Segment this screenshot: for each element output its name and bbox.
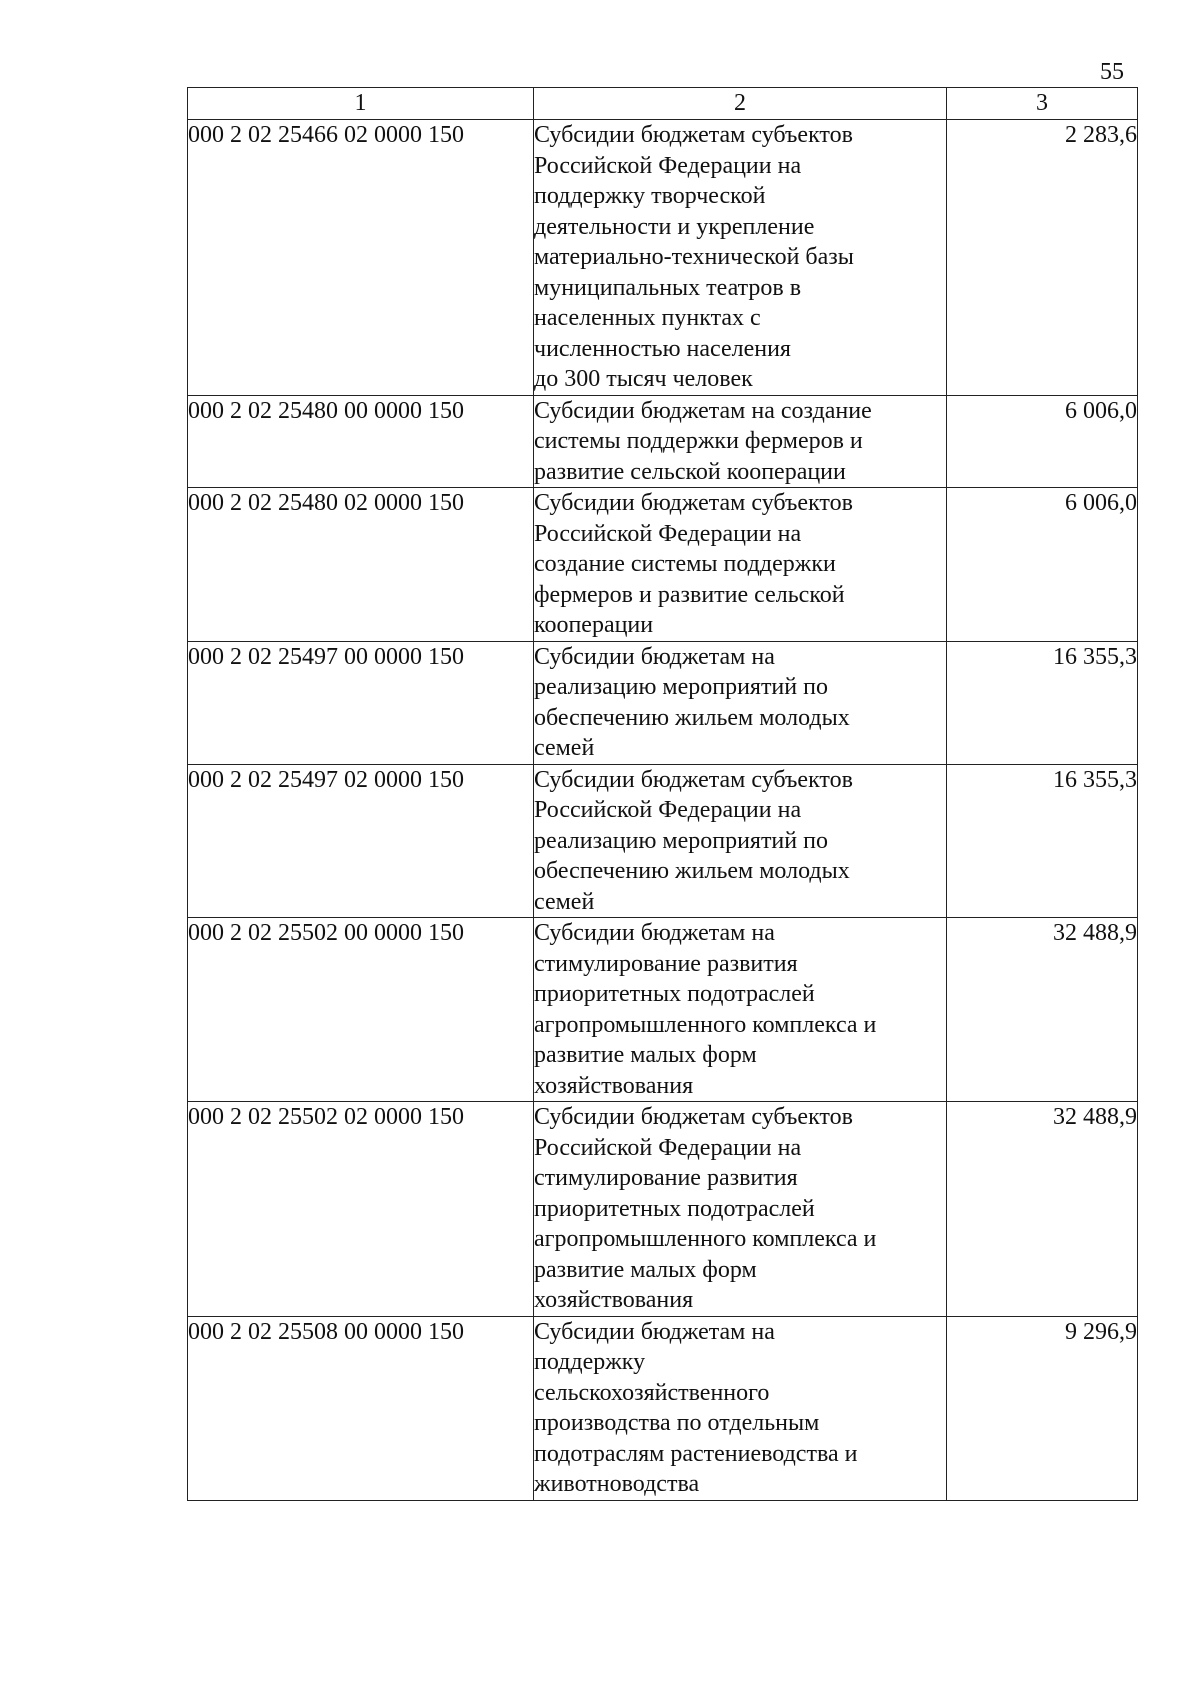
description-line: системы поддержки фермеров и (534, 428, 863, 454)
description-line: реализацию мероприятий по (534, 674, 828, 700)
amount-cell: 6 006,0 (947, 395, 1138, 488)
column-header-3: 3 (947, 88, 1138, 120)
description-line: Российской Федерации на (534, 1134, 802, 1161)
description-line: стимулирование развития (534, 950, 798, 977)
budget-code-cell: 000 2 02 25502 00 0000 150 (188, 918, 534, 1102)
description-line: поддержку (534, 1349, 646, 1375)
description-line: Российской Федерации на (534, 520, 802, 547)
description-line: Субсидии бюджетам субъектов (534, 490, 853, 516)
description-line: семей (534, 888, 595, 915)
description-line: семей (534, 735, 595, 761)
description-line: развитие сельской кооперации (534, 458, 846, 485)
table-row (188, 918, 1138, 1102)
amount-cell: 2 283,6 (947, 120, 1138, 396)
description-line: развитие малых форм (534, 1042, 757, 1068)
description-line: развитие малых форм (534, 1256, 757, 1283)
column-header-1: 1 (188, 88, 534, 120)
budget-code-cell: 000 2 02 25497 00 0000 150 (188, 641, 534, 764)
description-line: материально-технической базы (534, 244, 854, 270)
amount-cell: 6 006,0 (947, 488, 1138, 642)
budget-code-cell: 000 2 02 25502 02 0000 150 (188, 1102, 534, 1317)
amount-cell: 9 296,9 (947, 1316, 1138, 1500)
description-line: муниципальных театров в (534, 274, 802, 301)
description-cell (534, 918, 947, 1102)
budget-code-cell: 000 2 02 25480 00 0000 150 (188, 395, 534, 488)
description-line: деятельности и укрепление (534, 213, 815, 240)
amount-cell: 16 355,3 (947, 641, 1138, 764)
description-line: создание системы поддержки (534, 551, 836, 577)
description-line: Субсидии бюджетам на (534, 643, 775, 670)
description-line: Российской Федерации на (534, 797, 802, 823)
description-line: сельскохозяйственного (534, 1379, 770, 1406)
table-row (188, 120, 1138, 396)
description-cell (534, 641, 947, 764)
budget-code-cell: 000 2 02 25480 02 0000 150 (188, 488, 534, 642)
table-header-row (188, 88, 1138, 120)
column-header-2: 2 (534, 88, 947, 120)
description-line: численностью населения (534, 335, 791, 362)
description-cell (534, 395, 947, 488)
description-cell (534, 120, 947, 396)
description-line: хозяйствования (534, 1287, 694, 1313)
amount-cell: 32 488,9 (947, 918, 1138, 1102)
description-cell (534, 1316, 947, 1500)
description-line: до 300 тысяч человек (534, 366, 753, 392)
table-row (188, 1316, 1138, 1500)
description-line: приоритетных подотраслей (534, 1195, 815, 1222)
budget-code-cell: 000 2 02 25497 02 0000 150 (188, 764, 534, 918)
table-row (188, 641, 1138, 764)
description-line: Субсидии бюджетам на создание (534, 397, 872, 424)
budget-table (187, 87, 1138, 1501)
description-line: хозяйствования (534, 1072, 694, 1099)
table-row (188, 395, 1138, 488)
description-line: Субсидии бюджетам субъектов (534, 122, 853, 148)
description-cell (534, 764, 947, 918)
description-line: агропромышленного комплекса и (534, 1011, 877, 1038)
amount-cell: 32 488,9 (947, 1102, 1138, 1317)
description-line: агропромышленного комплекса и (534, 1226, 877, 1252)
budget-code-cell: 000 2 02 25508 00 0000 150 (188, 1316, 534, 1500)
table-row (188, 1102, 1138, 1317)
description-line: населенных пунктах с (534, 305, 761, 331)
description-line: Субсидии бюджетам на (534, 1318, 775, 1345)
description-cell (534, 488, 947, 642)
description-line: производства по отдельным (534, 1410, 820, 1436)
table-row (188, 764, 1138, 918)
table-body (188, 120, 1138, 1501)
description-line: животноводства (534, 1471, 700, 1497)
description-line: Субсидии бюджетам на (534, 920, 775, 946)
page-number: 55 (1100, 59, 1124, 85)
description-line: фермеров и развитие сельской (534, 581, 845, 608)
description-line: обеспечению жильем молодых (534, 858, 850, 884)
budget-code-cell: 000 2 02 25466 02 0000 150 (188, 120, 534, 396)
description-line: кооперации (534, 612, 654, 638)
description-line: стимулирование развития (534, 1165, 798, 1191)
description-line: обеспечению жильем молодых (534, 704, 850, 731)
description-line: Российской Федерации на (534, 152, 802, 179)
description-line: поддержку творческой (534, 183, 766, 209)
description-line: приоритетных подотраслей (534, 981, 815, 1007)
description-line: подотраслям растениеводства и (534, 1440, 858, 1467)
description-cell (534, 1102, 947, 1317)
description-line: реализацию мероприятий по (534, 827, 828, 854)
description-line: Субсидии бюджетам субъектов (534, 1104, 853, 1130)
description-line: Субсидии бюджетам субъектов (534, 766, 853, 793)
table-row (188, 488, 1138, 642)
amount-cell: 16 355,3 (947, 764, 1138, 918)
